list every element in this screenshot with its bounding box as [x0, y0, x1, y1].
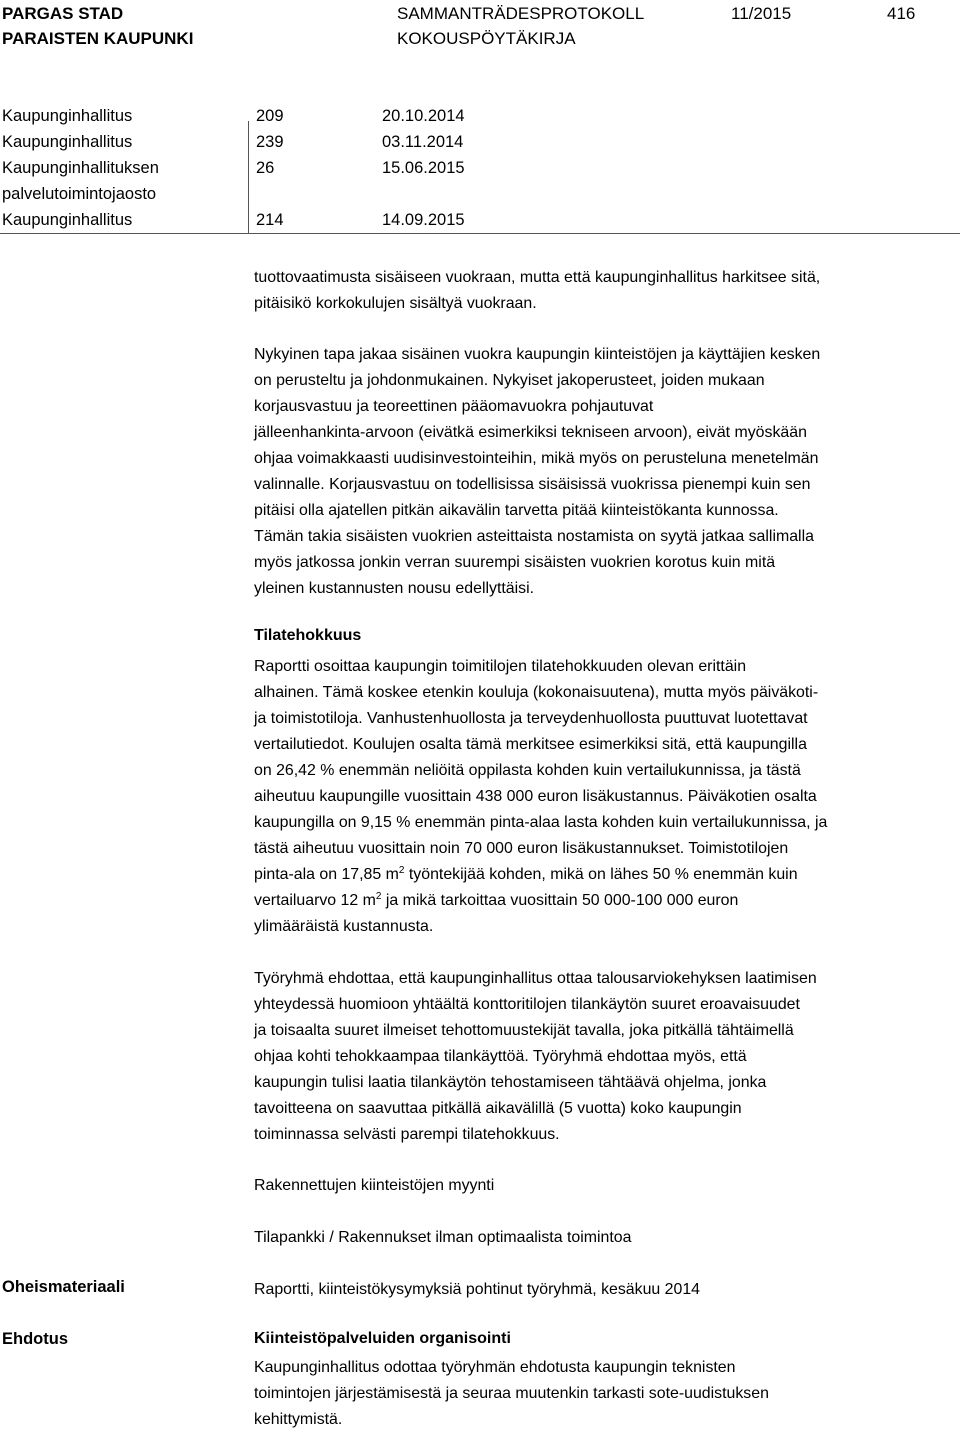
text-line: tästä aiheutuu vuosittain noin 70 000 euron lisäkustannukset. Toimistotilojen [254, 840, 789, 857]
text-line: tavoitteena on saavuttaa pitkällä aikavälillä (5 vuotta) koko kaupungin [254, 1100, 742, 1117]
text-line: Tämän takia sisäisten vuokrien asteittaista nostamista on syytä jatkaa sallimalla [254, 528, 814, 545]
text-line: ohjaa kohti tehokkaampaa tilankäyttöä. Työryhmä ehdottaa myös, että [254, 1048, 747, 1065]
proposal-label: Ehdotus [2, 1330, 68, 1348]
text-line: vertailutiedot. Koulujen osalta tämä merkitsee esimerkiksi sitä, että kaupungilla [254, 736, 807, 753]
history-number: 209 [256, 107, 284, 125]
text-fragment: työntekijää kohden, mikä on lähes 50 % enemmän kuin [404, 866, 798, 883]
text-line: kaupungilla on 9,15 % enemmän pinta-alaa lasta kohden kuin vertailukunnissa, ja [254, 814, 828, 831]
paragraph-6: Tilapankki / Rakennukset ilman optimaalista toimintoa [254, 1229, 632, 1246]
org-name-sv: PARGAS STAD [2, 4, 124, 23]
text-line: jälleenhankinta-arvoon (eivätkä esimerkiksi tekniseen arvoon), eivät myöskään [254, 424, 807, 441]
history-divider [0, 233, 960, 234]
text-fragment: vertailuarvo 12 m [254, 892, 376, 909]
text-line: aiheutuu kaupungille vuosittain 438 000 euron lisäkustannus. Päiväkotien osalta [254, 788, 817, 805]
text-line [254, 862, 958, 888]
issue-number: 11/2015 [731, 4, 792, 23]
proposal-heading: Kiinteistöpalveluiden organisointi [254, 1330, 511, 1347]
history-body: Kaupunginhallituksen [2, 159, 159, 177]
text-line: korjausvastuu ja teoreettinen pääomavuokra pohjautuvat [254, 398, 654, 415]
text-line: on 26,42 % enemmän neliöitä oppilasta kohden kuin vertailukunnissa, ja tästä [254, 762, 801, 779]
history-tab-marker [248, 121, 249, 233]
proposal-text [254, 1355, 958, 1433]
text-line: yleinen kustannusten nousu edellyttäisi. [254, 580, 535, 597]
text-fragment: pinta-ala on 17,85 m [254, 866, 399, 883]
text-line: ohjaa voimakkaasti uudisinvestointeihin, mikä myös on perusteluna menetelmän [254, 450, 819, 467]
text-line: kaupungin tulisi laatia tilankäytön tehostamiseen tähtäävä ohjelma, jonka [254, 1074, 767, 1091]
superscript: 2 [398, 865, 405, 876]
history-body: Kaupunginhallitus [2, 211, 133, 229]
text-line: Työryhmä ehdottaa, että kaupunginhallitus ottaa talousarviokehyksen laatimisen [254, 970, 817, 987]
doc-type-fi: KOKOUSPÖYTÄKIRJA [397, 29, 576, 48]
text-line: yhteydessä huomioon yhtäältä konttoritilojen tilankäytön suuret eroavaisuudet [254, 996, 800, 1013]
text-line: kehittymistä. [254, 1411, 343, 1428]
history-number: 214 [256, 211, 284, 229]
text-line: myös jatkossa jonkin verran suurempi sisäisten vuokrien korotus kuin mitä [254, 554, 776, 571]
text-line: valinnalle. Korjausvastuu on todellisissa sisäisissä vuokrissa pienempi kuin sen [254, 476, 811, 493]
history-date: 15.06.2015 [382, 159, 465, 177]
text-line: on perusteltu ja johdonmukainen. Nykyiset jakoperusteet, joiden mukaan [254, 372, 765, 389]
paragraph-3 [254, 654, 958, 940]
superscript: 2 [375, 891, 382, 902]
history-number: 26 [256, 159, 275, 177]
text-line [254, 888, 958, 914]
section-heading-tilatehokkuus: Tilatehokkuus [254, 627, 362, 644]
doc-type-sv: SAMMANTRÄDESPROTOKOLL [397, 4, 645, 23]
history-number: 239 [256, 133, 284, 151]
org-name-fi: PARAISTEN KAUPUNKI [2, 29, 194, 48]
text-line: Raportti osoittaa kaupungin toimitilojen tilatehokkuuden olevan erittäin [254, 658, 747, 675]
text-line: alhainen. Tämä koskee etenkin kouluja (kokonaisuutena), mutta myös päiväkoti- [254, 684, 819, 701]
text-line: toiminnassa selvästi parempi tilatehokkuus. [254, 1126, 560, 1143]
text-line: ja toimistotiloja. Vanhustenhuollosta ja terveydenhuollosta puuttuvat luotettavat [254, 710, 808, 727]
history-date: 14.09.2015 [382, 211, 465, 229]
text-line: Nykyinen tapa jakaa sisäinen vuokra kaupungin kiinteistöjen ja käyttäjien kesken [254, 346, 821, 363]
text-line: pitäisikö korkokulujen sisältyä vuokraan. [254, 295, 537, 312]
paragraph-2 [254, 342, 958, 602]
text-line: Kaupunginhallitus odottaa työryhmän ehdotusta kaupungin teknisten [254, 1359, 736, 1376]
attachments-label: Oheismateriaali [2, 1278, 125, 1296]
text-line: tuottovaatimusta sisäiseen vuokraan, mutta että kaupunginhallitus harkitsee sitä, [254, 269, 821, 286]
history-date: 20.10.2014 [382, 107, 465, 125]
history-body: Kaupunginhallitus [2, 107, 133, 125]
paragraph-1 [254, 265, 958, 317]
text-line: ja toisaalta suuret ilmeiset tehottomuustekijät tavalla, joka pitkällä tähtäimellä [254, 1022, 794, 1039]
paragraph-4 [254, 966, 958, 1148]
text-line: ylimääräistä kustannusta. [254, 918, 434, 935]
attachments-text: Raportti, kiinteistökysymyksiä pohtinut työryhmä, kesäkuu 2014 [254, 1281, 701, 1298]
history-body-continued: palvelutoimintojaosto [2, 185, 157, 203]
text-fragment: ja mikä tarkoittaa vuosittain 50 000-100 000 euron [381, 892, 739, 909]
paragraph-5: Rakennettujen kiinteistöjen myynti [254, 1177, 495, 1194]
history-date: 03.11.2014 [382, 133, 464, 151]
page-number: 416 [887, 4, 916, 23]
text-line: toimintojen järjestämisestä ja seuraa muutenkin tarkasti sote-uudistuksen [254, 1385, 769, 1402]
history-body: Kaupunginhallitus [2, 133, 133, 151]
text-line: pitäisi olla ajatellen pitkän aikavälin tarvetta pitää kiinteistökanta kunnossa. [254, 502, 779, 519]
